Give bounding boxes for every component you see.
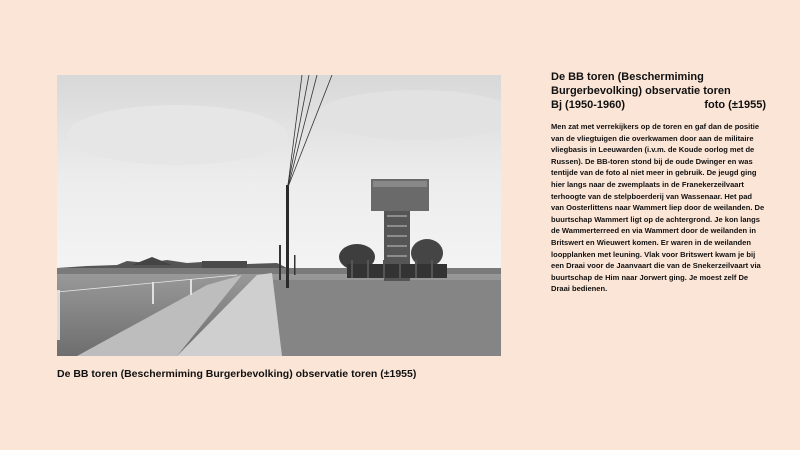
historic-photo xyxy=(57,75,501,356)
title-years: Bj (1950-1960) xyxy=(551,99,625,111)
photo-caption: De BB toren (Beschermiming Burgerbevolking) observatie toren (±1955) xyxy=(57,368,417,380)
slide-title xyxy=(551,70,766,112)
title-line-2: Burgerbevolking) observatie toren xyxy=(551,85,731,97)
description-text: Men zat met verrekijkers op de toren en gaf dan de positie van de vliegtuigen die overkwamen door aan de militaire vliegbasis in Leeuwarden (i.v.m. de Koude oorlog met de Russen). De BB-toren stond bij de oude Dwinger en was tentijde van de foto al niet meer in gebruik. De jeugd ging hier langs naar de zwemplaats in de Franekerzeilvaart terhoogte van de stelpboerderij van Wassenaar. Het pad van Oosterlittens naar Wammert liep door de weilanden. De buurtschap Wammert ligt op de achtergrond. Je kon langs de Wammerterreed en via Wammert door de weilanden in Britswert en Wieuwert komen. Er waren in de weilanden loopplanken met leuning. Vlak voor Britswert kwam je bij een Draai voor de Jaanvaart die van de Snekerzeilvaart via buurtschap de Him naar Jorwert ging. Je moest zelf De Draai bedienen. xyxy=(551,122,765,294)
title-photo-date: foto (±1955) xyxy=(704,99,766,111)
title-line-1: De BB toren (Beschermiming xyxy=(551,71,704,83)
title-line-3 xyxy=(551,98,766,112)
tower-landscape-image xyxy=(57,75,501,356)
